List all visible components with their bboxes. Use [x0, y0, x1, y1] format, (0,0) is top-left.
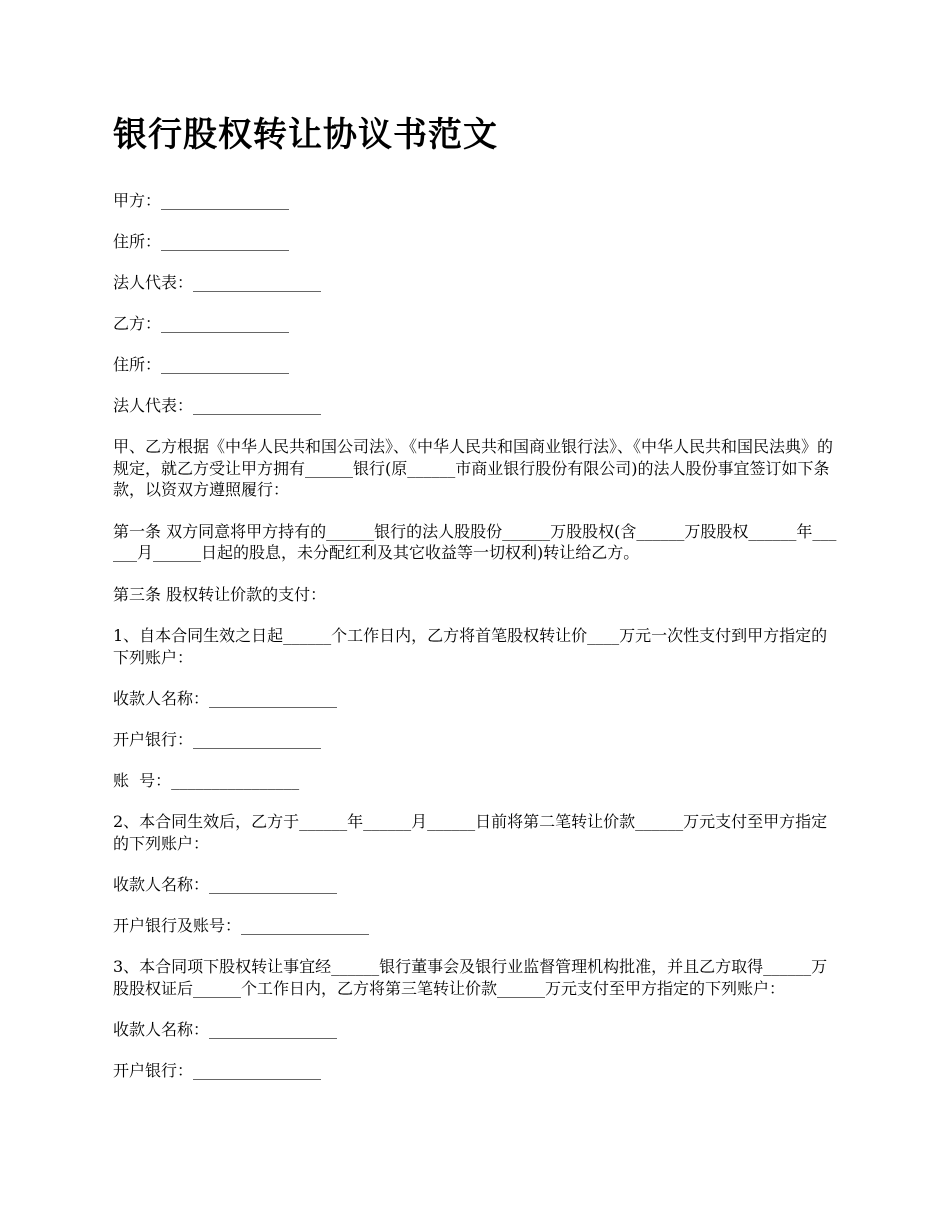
article-1-paragraph: 第一条 双方同意将甲方持有的______银行的法人股股份______万股股权(含______万股股权______年______月______日起的股息，未分配红利及其它收益等一切权利)转让给乙方。 [113, 521, 837, 562]
article-3-title: 第三条 股权转让价款的支付： [113, 584, 327, 604]
item-1-account-line: 账 号：________________ [113, 771, 300, 790]
preamble-paragraph: 甲、乙方根据《中华人民共和国公司法》、《中华人民共和国商业银行法》、《中华人民共和国民法典》的规定，就乙方受让甲方拥有______银行(原______市商业银行股份有限公司)的法人股份事宜签订如下条款，以资双方遵照履行： [113, 437, 834, 499]
item-2-bank-account-line: 开户银行及账号：________________ [113, 916, 370, 935]
document-title: 银行股权转让协议书范文 [113, 115, 498, 155]
payment-item-2: 2、本合同生效后，乙方于______年______月______日前将第二笔转让价款______万元支付至甲方指定的下列账户： [113, 812, 828, 853]
party-b-address-line: 住所：________________ [113, 355, 290, 374]
party-b-legal-rep-line: 法人代表：________________ [113, 396, 322, 415]
payment-item-3: 3、本合同项下股权转让事宜经______银行董事会及银行业监督管理机构批准，并且乙方取得______万股股权证后______个工作日内，乙方将第三笔转让价款______万元支付至甲方指定的下列账户： [113, 957, 828, 998]
item-3-payee-name-line: 收款人名称：________________ [113, 1020, 338, 1039]
party-a-legal-rep-line: 法人代表：________________ [113, 273, 322, 292]
payment-item-1: 1、自本合同生效之日起______个工作日内，乙方将首笔股权转让价____万元一次性支付到甲方指定的下列账户： [113, 626, 828, 667]
item-2-payee-name-line: 收款人名称：________________ [113, 875, 338, 894]
party-a-address-line: 住所：________________ [113, 232, 290, 251]
party-b-line: 乙方：________________ [113, 314, 290, 333]
item-1-payee-name-line: 收款人名称：________________ [113, 689, 338, 708]
item-3-bank-line: 开户银行：________________ [113, 1061, 322, 1080]
document-page [113, 108, 843, 1101]
party-a-line: 甲方：________________ [113, 191, 290, 210]
item-1-bank-line: 开户银行：________________ [113, 730, 322, 749]
